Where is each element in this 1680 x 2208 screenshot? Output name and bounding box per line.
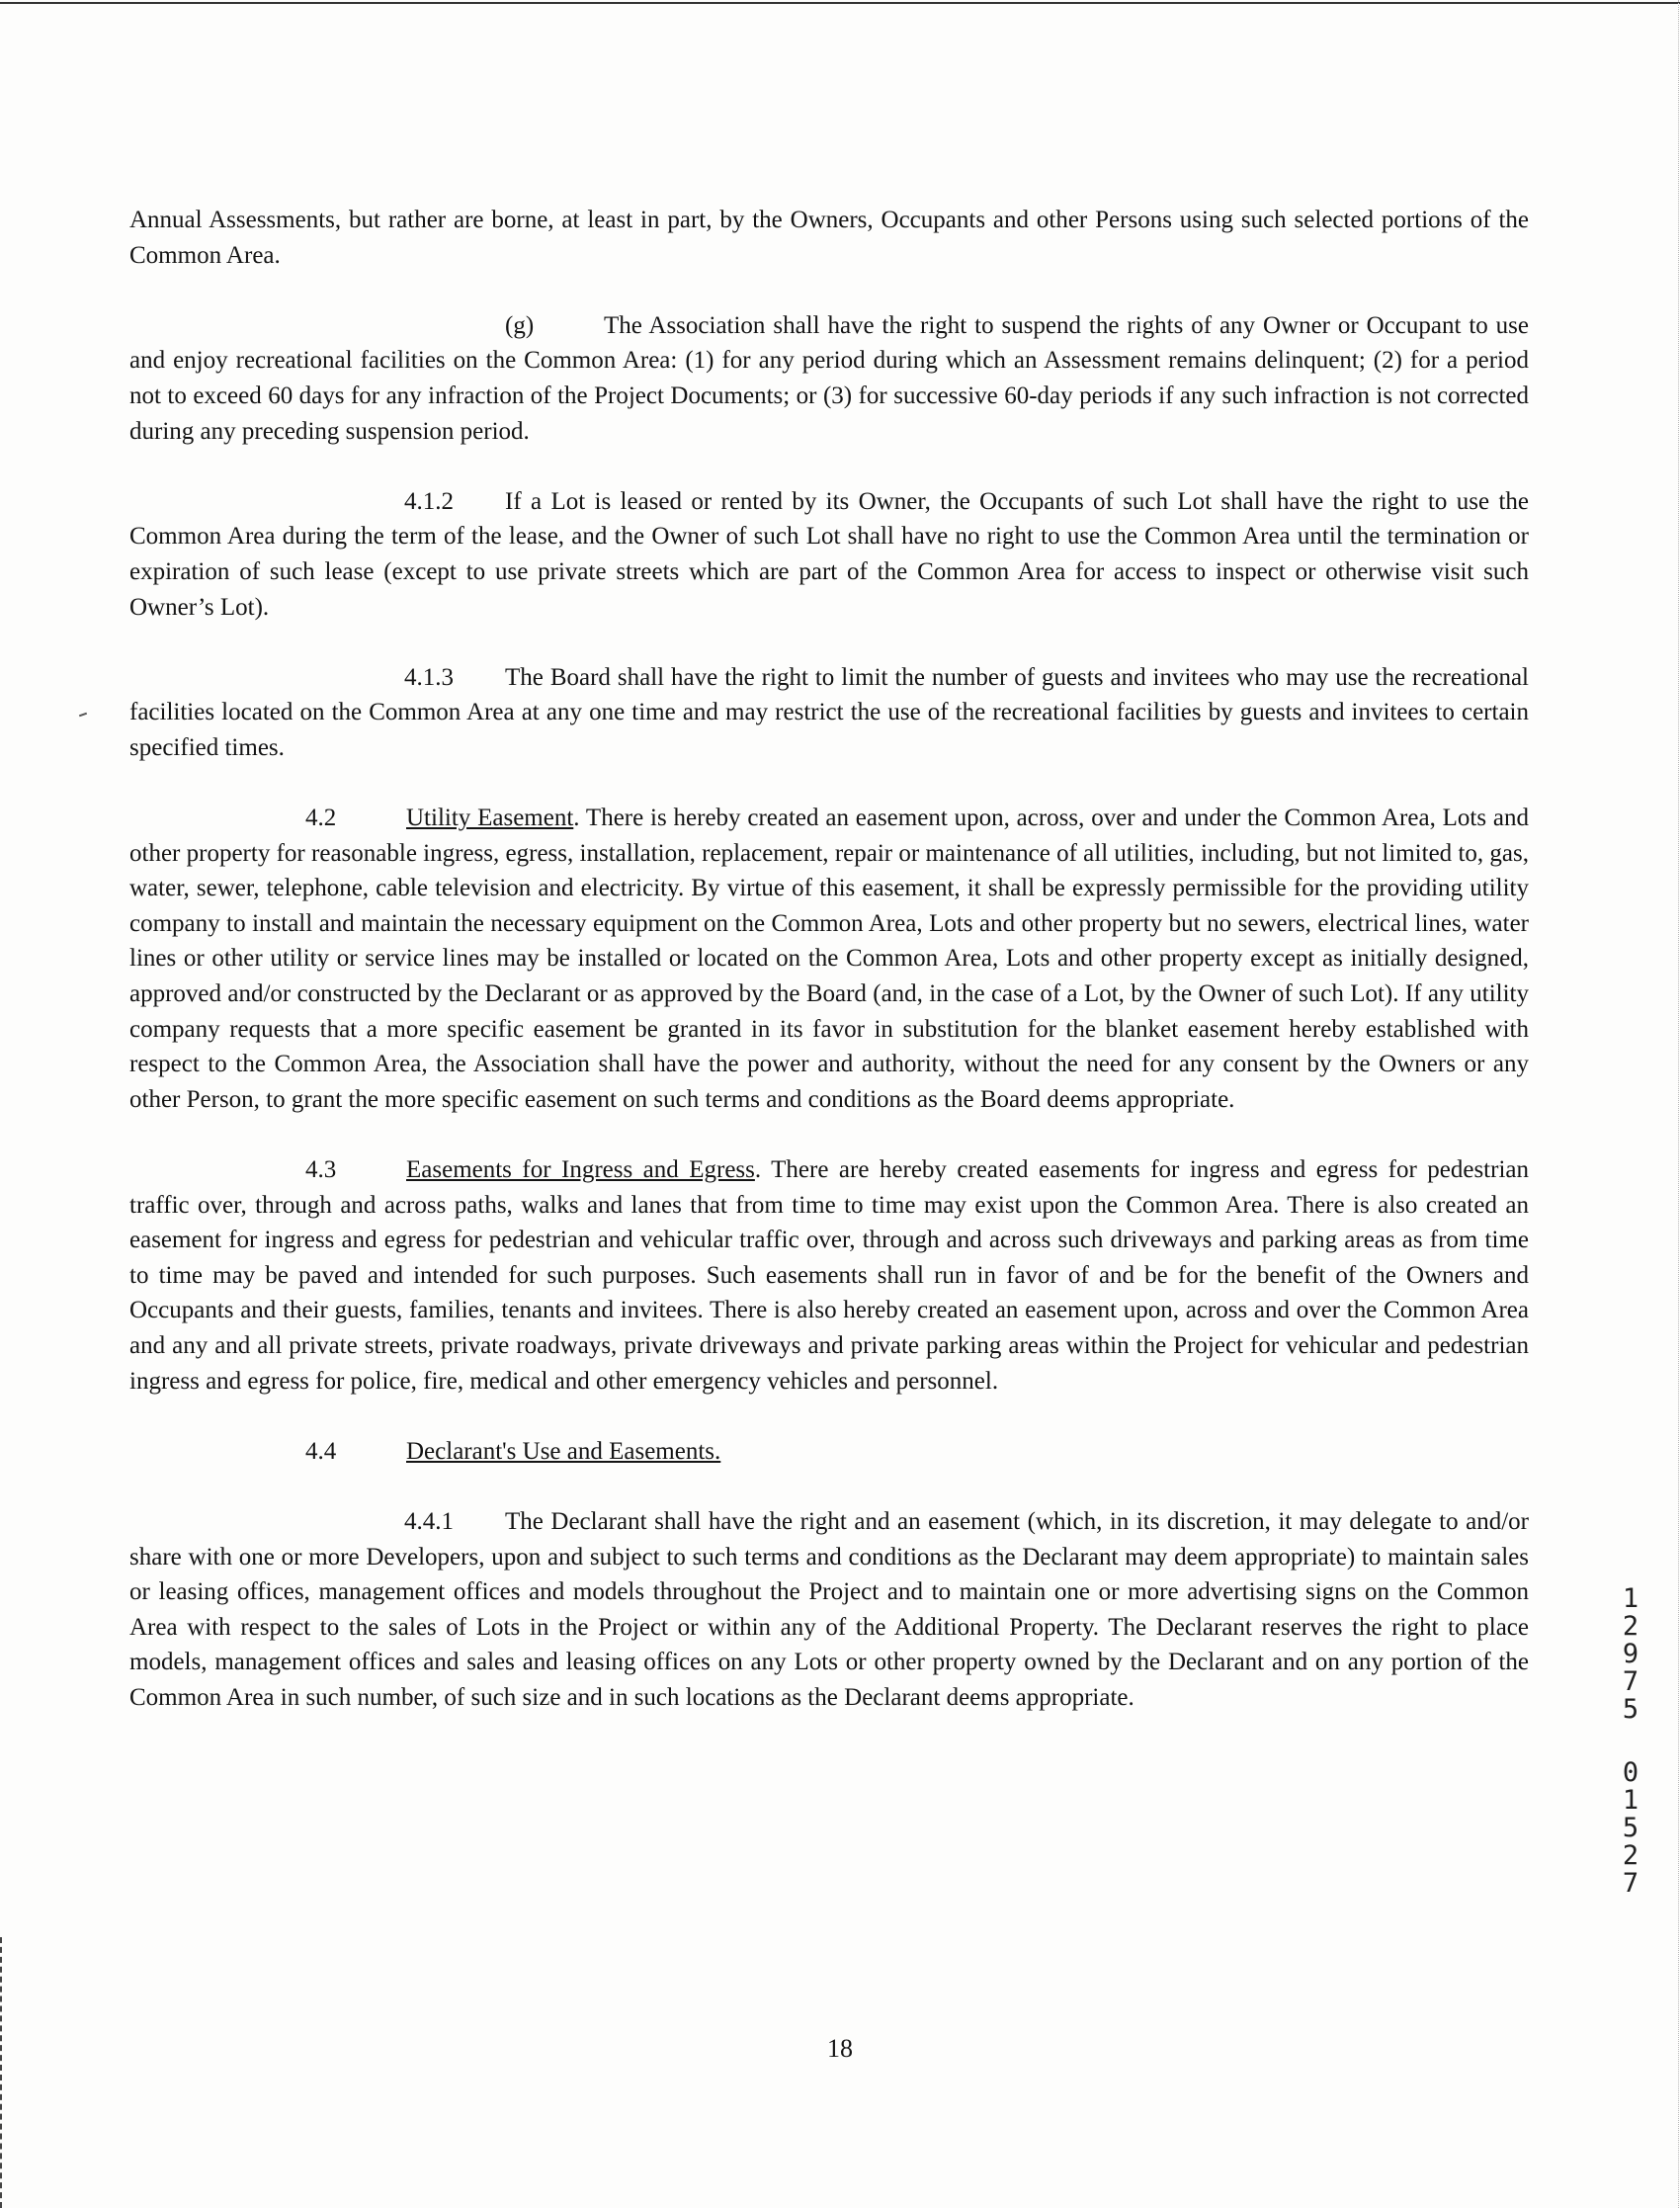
section-4-3 (129, 1152, 1529, 1399)
section-number: 4.4.1 (404, 1507, 454, 1535)
stamp-digit: 2 (1622, 1840, 1639, 1871)
section-heading: Declarant's Use and Easements. (406, 1437, 721, 1465)
section-4-4 (129, 1434, 1529, 1470)
paragraph-text: The Association shall have the right to suspend the rights of any Owner or Occupant to use and enjoy recreational facilities on the Common Area: (1) for any period during which an Assessment remains delinquent; (2) for a period not to exceed 60 days for any infraction of the Project Documents; or (3) for successive 60-day periods if any such infraction is not corrected during any preceding suspension period. (129, 311, 1529, 445)
stamp-digit: 5 (1622, 1813, 1639, 1843)
section-text: If a Lot is leased or rented by its Owner, the Occupants of such Lot shall have the right to use the Common Area during the term of the lease, and the Owner of such Lot shall have no right to use the Common Area until the termination or expiration of such lease (except to use private streets which are part of the Common Area for access to inspect or otherwise visit such Owner’s Lot). (129, 487, 1529, 621)
section-heading: Utility Easement (406, 805, 574, 832)
stamp-digit: 0 (1622, 1757, 1639, 1788)
section-number: 4.1.3 (404, 663, 454, 691)
section-number: 4.3 (305, 1156, 337, 1184)
section-4-2 (129, 801, 1529, 1117)
scan-top-edge (0, 2, 1680, 4)
section-4-4-1 (129, 1504, 1529, 1716)
section-4-1-2 (129, 484, 1529, 625)
scan-tick-mark (79, 713, 87, 718)
stamp-digit: 1 (1622, 1785, 1639, 1816)
section-text: The Board shall have the right to limit the number of guests and invitees who may use the recreational facilities located on the Common Area at any one time and may restrict the use of the recreational facilities by guests and invitees to certain specified times. (129, 663, 1529, 761)
section-number: 4.4 (305, 1437, 337, 1465)
scan-left-edge (0, 1937, 2, 2208)
stamp-digit: 5 (1622, 1694, 1639, 1725)
paragraph-text: Annual Assessments, but rather are borne, at least in part, by the Owners, Occupants and other Persons using such selected portions of the Common Area. (129, 207, 1529, 269)
stamp-gap (1617, 1724, 1644, 1759)
paragraph-g (129, 308, 1529, 449)
section-text: . There is hereby created an easement upon, across, over and under the Common Area, Lots and other property for reasonable ingress, egress, installation, replacement, repair or maintenance of all utilities, including, but not limited to, gas, water, sewer, telephone, cable television and electricity. By virtue of this easement, it shall be expressly permissible for the providing utility company to install and maintain the necessary equipment on the Common Area, Lots and other property but no sewers, electrical lines, water lines or other utility or service lines may be installed or located on the Common Area, Lots and other property except as initially designed, approved and/or constructed by the Declarant or as approved by the Board (and, in the case of a Lot, by the Owner of such Lot). If any utility company requests that a more specific easement be granted in its favor in substitution for the blanket easement hereby established with respect to the Common Area, the Association shall have the power and authority, without the need for any consent by the Owners or any other Person, to grant the more specific easement on such terms and conditions as the Board deems appropriate. (129, 805, 1530, 1113)
section-number: 4.2 (305, 805, 337, 832)
stamp-digit: 7 (1622, 1666, 1639, 1697)
stamp-digit: 7 (1622, 1868, 1639, 1899)
section-number: 4.1.2 (404, 487, 454, 515)
section-text: . There are hereby created easements for ingress and egress for pedestrian traffic over, through and across paths, walks and lanes that from time to time may exist upon the Common Area. There is also created an easement for ingress and egress for pedestrian and vehicular traffic over, through and across such driveways and parking areas as from time to time may be paved and intended for such purposes. Such easements shall run in favor of and be for the benefit of the Owners and Occupants and their guests, families, tenants and invitees. There is also hereby created an easement upon, across and over the Common Area and any and all private streets, private roadways, private driveways and private parking areas within the Project for vehicular and pedestrian ingress and egress for police, fire, medical and other emergency vehicles and personnel. (129, 1156, 1529, 1395)
page-number: 18 (827, 2034, 853, 2063)
section-text: The Declarant shall have the right and an easement (which, in its discretion, it may delegate to and/or share with one or more Developers, upon and subject to such terms and conditions as the Declarant may deem appropriate) to maintain sales or leasing offices, management offices and models throughout the Project and to maintain one or more advertising signs on the Common Area with respect to the sales of Lots in the Project or within any of the Additional Property. The Declarant reserves the right to place models, management offices and sales and leasing offices on any Lots or other property owned by the Declarant and on any portion of the Common Area in such number, of such size and in such locations as the Declarant deems appropriate. (129, 1507, 1529, 1711)
section-4-1-3 (129, 660, 1529, 766)
paragraph-continuation (129, 203, 1529, 273)
section-heading: Easements for Ingress and Egress (406, 1156, 755, 1184)
recording-number-stamp (1617, 1585, 1644, 1898)
document-body (129, 203, 1529, 1750)
paragraph-number: (g) (505, 311, 535, 339)
stamp-digit: 1 (1622, 1583, 1639, 1614)
scan-right-edge (1678, 0, 1679, 2208)
stamp-digit: 9 (1622, 1639, 1639, 1669)
stamp-digit: 2 (1622, 1611, 1639, 1642)
